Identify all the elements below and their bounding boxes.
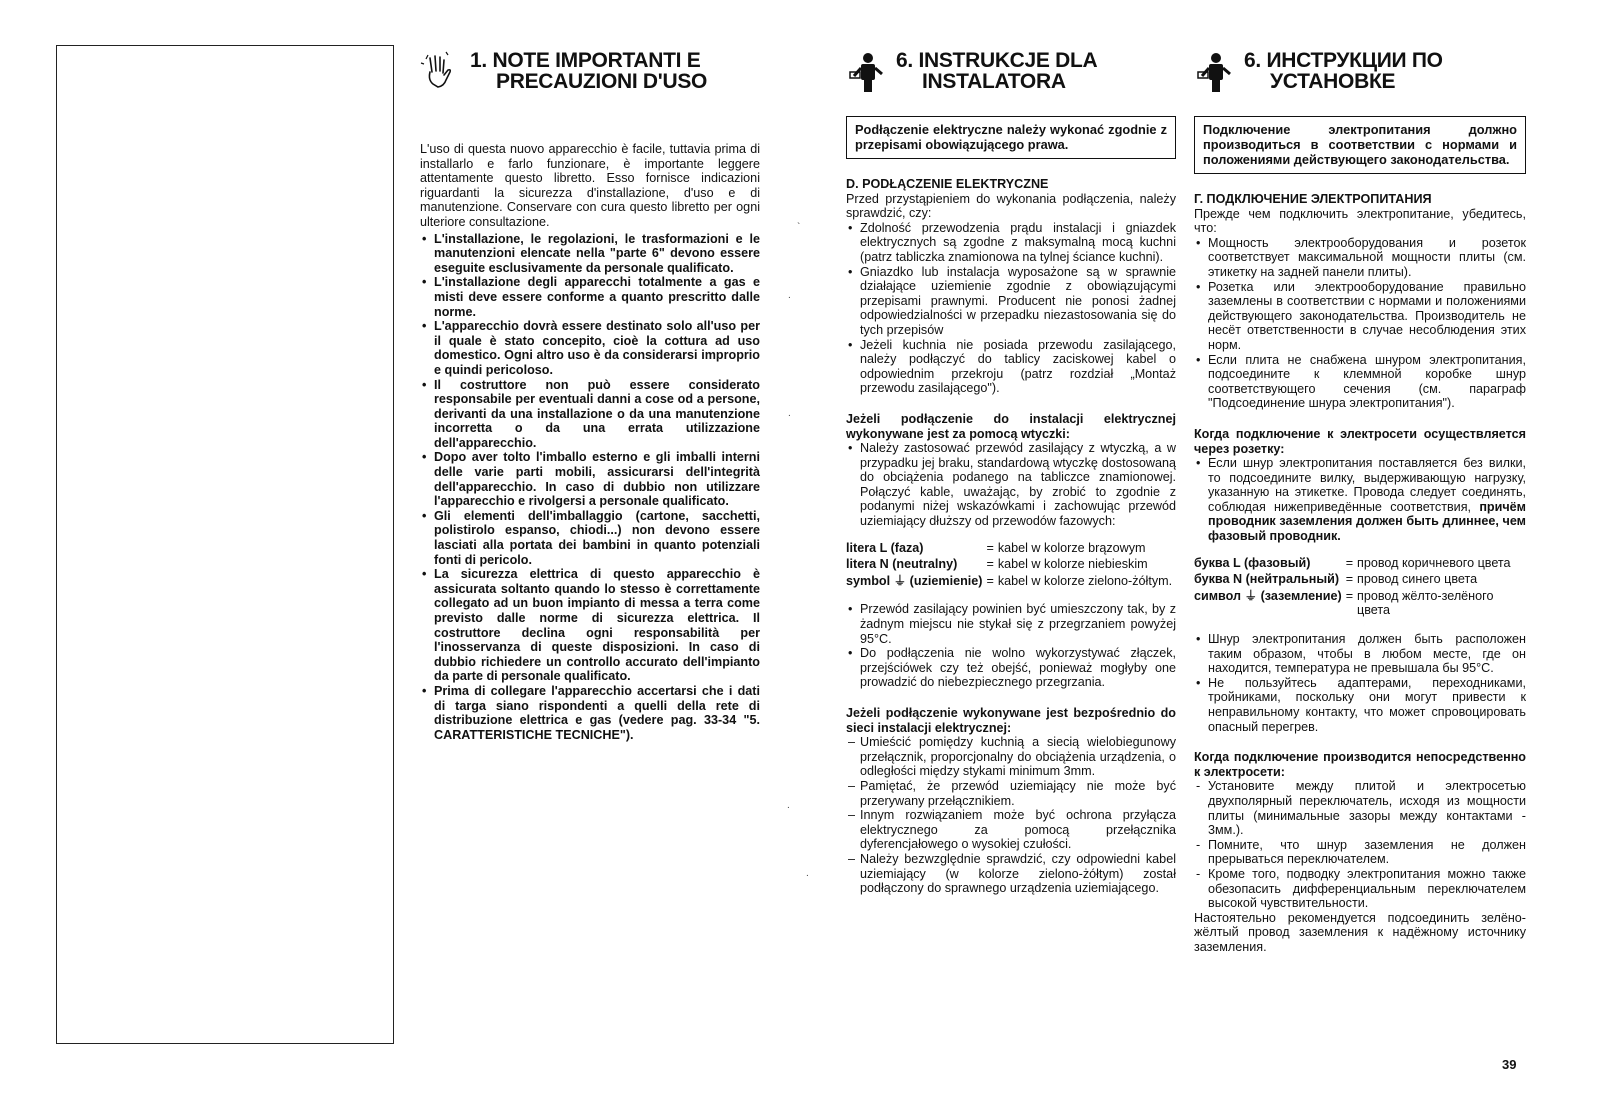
list-item [1194, 456, 1526, 544]
list-item: • Dopo aver tolto l'imballo esterno e gli imballi interni delle varie parti mobili, assicurarsi dell'integrità dell'apparecchio. In caso di dubbio non utilizzare l'apparecchio e rivolgersi a personale qualificato. [420, 450, 760, 508]
list-item: • Prima di collegare l'apparecchio accertarsi che i dati di targa siano rispondenti a quelli della rete di distribuzione elettrica e gas (vedere pag. 33-34 "5. CARATTERISTICHE TECNICHE"). [420, 684, 760, 742]
russian-column [1194, 50, 1526, 955]
installer-figure-icon [846, 50, 890, 94]
wire-value: kabel w kolorze niebieskim [997, 557, 1148, 572]
wire-key: litera N (neutralny) [846, 557, 958, 572]
list-item: – Pamiętać, że przewód uziemiający nie może być przerywany przełącznikiem. [846, 779, 1176, 808]
direct-list [846, 735, 1176, 896]
heading-line-1: 6. INSTRUKCJE DLA [896, 49, 1098, 72]
list-item: • Jeżeli kuchnia nie posiada przewodu zasilającego, należy podłączyć do tablicy zaciskowej kabel o odpowiednim przekroju (patrz rozdział „Montaż przewodu zasilającego"). [846, 338, 1176, 396]
table-row: буква L (фазовый) = провод коричневого цвета [1194, 556, 1526, 573]
checks-list [1194, 236, 1526, 411]
table-row: символ ⏚ (заземление) = провод жёлто-зелёного цвета [1194, 589, 1526, 620]
direct-heading: Когда подключение производится непосредственно к электросети: [1194, 750, 1526, 779]
heading-line-1: 1. NOTE IMPORTANTI E [470, 49, 701, 72]
plug-list [1194, 456, 1526, 544]
scan-speck: . [788, 408, 791, 419]
table-row: litera L (faza) = kabel w kolorze brązowym [846, 541, 1172, 558]
list-item: • Gniazdko lub instalacja wyposażone są w sprawnie działające uziemienie zgodnie z obowiązującymi przepisami prawnymi. Producent nie ponosi żadnej odpowiedzialności w przepadku niezastosowania się do tych przepisów [846, 265, 1176, 338]
plug-list [846, 441, 1176, 529]
intro-paragraph: L'uso di questa nuovo apparecchio è facile, tuttavia prima di installarlo e farlo funzionare, è importante leggere attentamente questo libretto. Esso fornisce indicazioni riguardanti la sicurezza d'installazione, d'uso e di manutenzione. Conservare con cura questo libretto per ogni ulteriore consultazione. [420, 142, 760, 229]
list-item: • Gli elementi dell'imballaggio (cartone, sacchetti, polistirolo espanso, chiodi...) non devono essere lasciati alla portata dei bambini in quanto potenziali fonti di pericolo. [420, 509, 760, 567]
list-item: • Il costruttore non può essere considerato responsabile per eventuali danni a cose od a persone, derivanti da una installazione o da una manutenzione incorretta o da una errata utilizzazione dell'apparecchio. [420, 378, 760, 451]
section-title: Г. ПОДКЛЮЧЕНИЕ ЭЛЕКТРОПИТАНИЯ [1194, 192, 1432, 206]
wire-value: kabel w kolorze zielono-żółtym. [997, 573, 1173, 588]
cable-notes-list [1194, 632, 1526, 734]
blank-frame [56, 45, 394, 1044]
page-number: 39 [1502, 1057, 1517, 1072]
hand-pointing-icon [420, 50, 464, 94]
checks-list [846, 221, 1176, 396]
scan-speck: . [787, 800, 790, 811]
wire-key: буква N (нейтральный) [1194, 572, 1340, 587]
list-item: – Innym rozwiązaniem może być ochrona przyłącza elektrycznego za pomocą przełącznika dyferencjałowego o wysokiej czułości. [846, 808, 1176, 852]
installer-figure-icon [1194, 50, 1238, 94]
list-item: • L'installazione degli apparecchi totalmente a gas e misti deve essere conforme a quanto prescritto dalle norme. [420, 275, 760, 319]
list-item: • Przewód zasilający powinien być umieszczony tak, by z żadnym miejscu nie stykał się z przegrzaniem powyżej 95°C. [846, 602, 1176, 646]
closing-paragraph: Настоятельно рекомендуется подсоединить зелёно-жёлтый провод заземления к надёжному источнику заземления. [1194, 910, 1526, 954]
wire-table [1194, 556, 1526, 620]
list-item: • Розетка или электрооборудование правильно заземлены в соответствии с нормами и положениями действующего законодательства. Производитель не несёт ответственности в случае несоблюдения этих норм. [1194, 280, 1526, 353]
list-item: - Помните, что шнур заземления не должен прерываться переключателем. [1194, 838, 1526, 867]
scan-speck: ` [797, 222, 801, 233]
scan-speck: . [788, 290, 791, 301]
list-item: • La sicurezza elettrica di questo apparecchio è assicurata soltanto quando lo stesso è correttamente collegato ad un buon impianto di messa a terra come previsto dalle norme di sicurezza elettrica. Il costruttore declina ogni responsabilità per l'inosservanza di queste disposizioni. In caso di dubbio richiedere un controllo accurato dell'impianto da parte di personale qualificato. [420, 567, 760, 684]
plug-text-emphasis: причём проводник заземления должен быть длиннее, чем фазовый проводник. [1208, 499, 1526, 544]
heading-line-2: УСТАНОВКЕ [1270, 70, 1396, 93]
section-intro: Прежде чем подключить электропитание, убедитесь, что: [1194, 206, 1526, 236]
heading-line-1: 6. ИНСТРУКЦИИ ПО [1244, 49, 1443, 72]
list-item: • Не пользуйтесь адаптерами, переходниками, тройниками, поскольку они могут привести к неправильному контакту, что может спровоцировать опасный перегрев. [1194, 676, 1526, 734]
legal-note-box: Podłączenie elektryczne należy wykonać zgodnie z przepisami obowiązującego prawa. [846, 116, 1176, 159]
list-item: • Zdolność przewodzenia prądu instalacji i gniazdek elektrycznych są zgodne z maksymalną mocą kuchni (patrz tabliczka znamionowa na tylnej ściance kuchni). [846, 221, 1176, 265]
section-intro: Przed przystąpieniem do wykonania podłączenia, należy sprawdzić, czy: [846, 191, 1176, 221]
wire-value: kabel w kolorze brązowym [997, 540, 1146, 555]
wire-key: символ ⏚ (заземление) [1194, 588, 1342, 603]
wire-table [846, 541, 1172, 591]
heading-line-2: INSTALATORA [922, 70, 1066, 93]
legal-note-box: Подключение электропитания должно производиться в соответствии с нормами и положениями действующего законодательства. [1194, 116, 1526, 174]
plug-text: Если шнур электропитания поставляется без вилки, то подсоедините вилку, выдерживающую нагрузку, указанную на этикетке. Провода следует соединять, соблюдая нижеприведённые соответствия, [1208, 456, 1526, 514]
table-row: буква N (нейтральный) = провод синего цвета [1194, 572, 1526, 589]
list-item: • L'apparecchio dovrà essere destinato solo all'uso per il quale è stato concepito, cioè la cottura ad uso domestico. Ogni altro uso è da considerarsi improprio e quindi pericoloso. [420, 319, 760, 377]
list-item: • Do podłączenia nie wolno wykorzystywać złączek, przejściówek czy też obejść, ponieważ mogłyby one prowadzić do niebezpiecznego przegrzania. [846, 646, 1176, 690]
table-row: symbol ⏚ (uziemienie) = kabel w kolorze zielono-żółtym. [846, 574, 1172, 591]
cable-notes-list [846, 602, 1176, 690]
plug-heading: Jeżeli podłączenie do instalacji elektrycznej wykonywane jest za pomocą wtyczki: [846, 411, 1176, 441]
list-item: • Шнур электропитания должен быть расположен таким образом, чтобы в любом месте, где он находится, температура не превышала бы 95°C. [1194, 632, 1526, 676]
list-item: • Мощность электрооборудования и розеток соответствует максимальной мощности плиты (см. этикетку на задней панели плиты). [1194, 236, 1526, 280]
wire-key: litera L (faza) [846, 540, 924, 555]
italian-column [420, 50, 760, 742]
wire-value: провод синего цвета [1357, 572, 1478, 587]
plug-heading: Когда подключение к электросети осуществляется через розетку: [1194, 426, 1526, 456]
list-item: • Если плита не снабжена шнуром электропитания, подсоедините к клеммной коробке шнур соответствующего сечения (см. параграф "Подсоединение шнура электропитания"). [1194, 353, 1526, 411]
scan-speck: . [806, 868, 809, 879]
list-item: – Należy bezwzględnie sprawdzić, czy odpowiedni kabel uziemiający (w kolorze zielono-żółtym) został podłączony do sprawnego urządzenia uziemiającego. [846, 852, 1176, 896]
wire-key: symbol ⏚ (uziemienie) [846, 573, 983, 588]
section-title: D. PODŁĄCZENIE ELEKTRYCZNE [846, 177, 1049, 191]
polish-heading [846, 50, 1176, 94]
list-item: - Кроме того, подводку электропитания можно также обезопасить дифференциальным переключателем высокой чувствительности. [1194, 867, 1526, 911]
table-row: litera N (neutralny) = kabel w kolorze niebieskim [846, 557, 1172, 574]
list-item: – Umieścić pomiędzy kuchnią a siecią wielobiegunowy przełącznik, proporcjonalny do obciążenia urządzenia, o odległości między stykami minimum 3mm. [846, 735, 1176, 779]
list-item: • Należy zastosować przewód zasilający z wtyczką, a w przypadku jej braku, standardową wtyczkę dostosowaną do obciążenia podanego na tabliczce znamionowej. Połączyć kable, uważając, by zrobić to zgodnie z podanymi niżej wskazówkami i zachowując przewód uziemiający dłuższy od przewodów fazowych: [846, 441, 1176, 529]
wire-key: буква L (фазовый) [1194, 555, 1311, 570]
wire-value: провод жёлто-зелёного цвета [1357, 588, 1494, 618]
list-item: • L'installazione, le regolazioni, le trasformazioni e le manutenzioni elencate nella "parte 6" devono essere eseguite esclusivamente da personale qualificato. [420, 232, 760, 276]
direct-heading: Jeżeli podłączenie wykonywane jest bezpośrednio do sieci instalacji elektrycznej: [846, 706, 1176, 735]
list-item: - Установите между плитой и электросетью двухполярный переключатель, исходя из мощности плиты (минимальные зазоры между контактами - 3мм.). [1194, 779, 1526, 837]
heading-line-2: PRECAUZIONI D'USO [496, 70, 708, 93]
polish-column [846, 50, 1176, 896]
italian-heading [420, 50, 760, 94]
precautions-list [420, 232, 760, 743]
russian-heading [1194, 50, 1526, 94]
direct-list [1194, 779, 1526, 910]
wire-value: провод коричневого цвета [1357, 555, 1511, 570]
